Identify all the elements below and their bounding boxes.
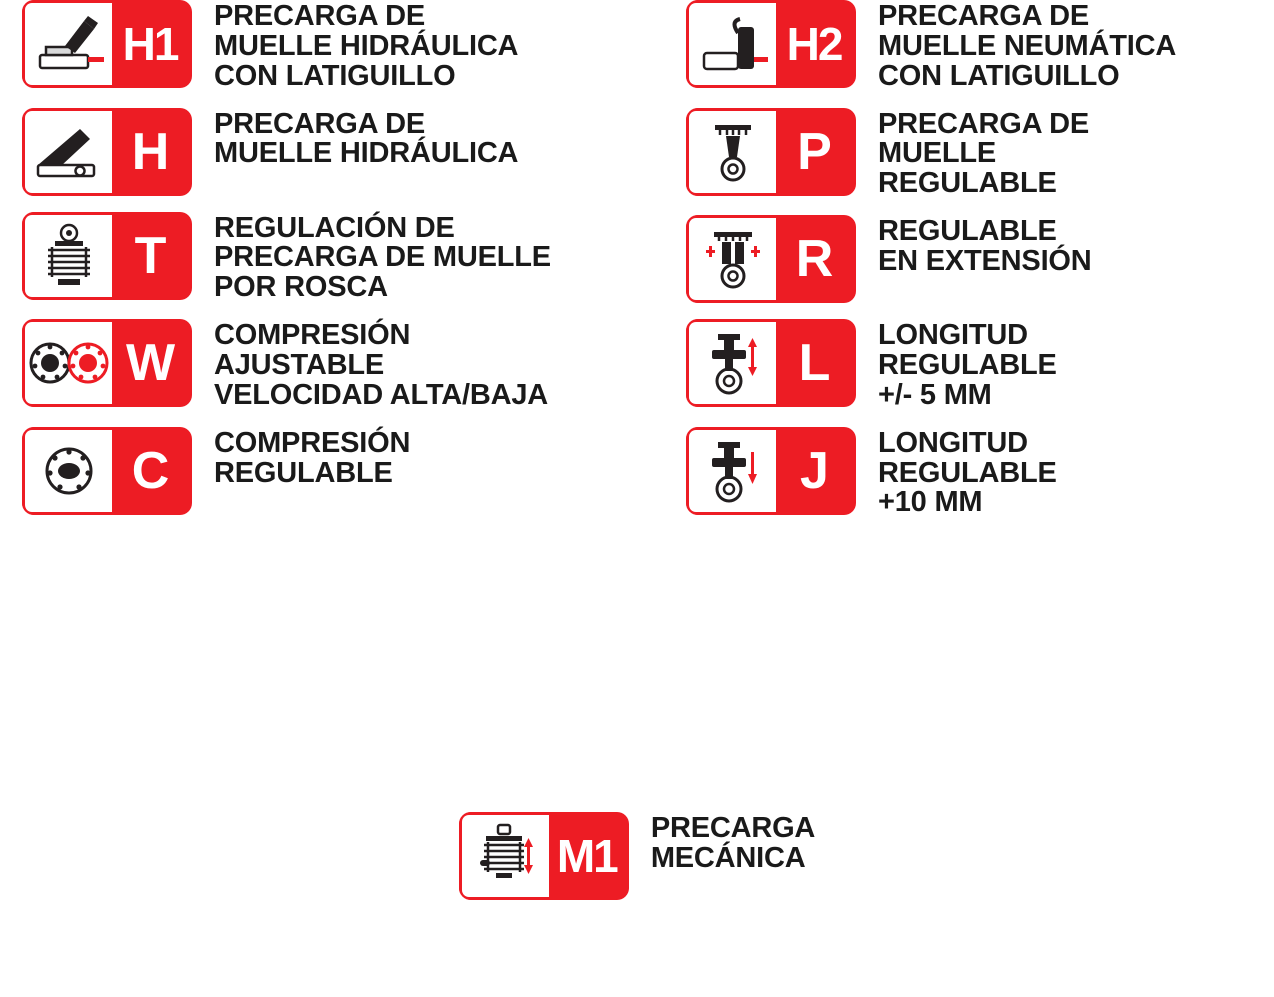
label-line: AJUSTABLE — [214, 349, 385, 382]
legend-label — [214, 319, 548, 411]
length-adjust-up-icon — [686, 319, 776, 407]
legend-item-m1 — [459, 812, 815, 900]
dual-compression-knob-icon — [22, 319, 112, 407]
label-line: REGULABLE — [878, 167, 1057, 200]
label-line: REGULABLE — [214, 456, 393, 489]
label-line: PRECARGA DE — [214, 107, 426, 140]
label-line: REGULACIÓN DE — [214, 211, 455, 244]
label-line: LONGITUD — [878, 426, 1028, 459]
badge-code: M1 — [556, 830, 617, 882]
badge-p — [686, 108, 856, 196]
label-line: PRECARGA — [650, 812, 816, 844]
legend-item-j — [686, 427, 1266, 519]
badge-t — [22, 212, 192, 300]
badge-code: L — [798, 334, 830, 393]
legend-label — [214, 108, 518, 170]
badge-code: W — [125, 334, 175, 393]
legend-label — [878, 319, 1057, 411]
label-line: MECÁNICA — [650, 841, 806, 874]
legend-item-p — [686, 108, 1266, 200]
rebound-adjust-icon — [686, 215, 776, 303]
badge-r — [686, 215, 856, 303]
badge-code: H2 — [786, 18, 842, 70]
badge-code: R — [795, 230, 833, 289]
label-line: MUELLE HIDRÁULICA — [214, 137, 519, 170]
mechanical-preload-icon — [459, 812, 549, 900]
badge-h — [22, 108, 192, 196]
label-line: REGULABLE — [878, 349, 1057, 382]
label-line: PRECARGA DE MUELLE — [214, 241, 551, 274]
badge-code: C — [131, 441, 169, 500]
badge-l — [686, 319, 856, 407]
badge-h2 — [686, 0, 856, 88]
legend-label — [878, 427, 1057, 519]
badge-code: J — [800, 441, 828, 500]
label-line: PRECARGA DE — [878, 0, 1090, 32]
legend-column-bottom — [0, 812, 1274, 900]
legend-item-h — [22, 108, 662, 196]
pneumatic-preload-hose-icon — [686, 0, 776, 88]
threaded-preload-icon — [22, 212, 112, 300]
legend-column-right — [686, 0, 1266, 534]
label-line: MUELLE — [878, 137, 997, 170]
spring-preload-icon — [686, 108, 776, 196]
legend-item-h1 — [22, 0, 662, 92]
label-line: REGULABLE — [878, 456, 1057, 489]
badge-code: H1 — [122, 18, 178, 70]
legend-column-left — [22, 0, 662, 531]
label-line: COMPRESIÓN — [214, 319, 411, 352]
legend-item-r — [686, 215, 1266, 303]
legend-item-c — [22, 427, 662, 515]
legend-label — [214, 212, 551, 304]
compression-knob-icon — [22, 427, 112, 515]
length-adjust-down-icon — [686, 427, 776, 515]
badge-m1 — [459, 812, 629, 900]
label-line: EN EXTENSIÓN — [878, 245, 1092, 278]
badge-j — [686, 427, 856, 515]
badge-h1 — [22, 0, 192, 88]
legend-item-t — [22, 212, 662, 304]
hydraulic-preload-hose-icon — [22, 0, 112, 88]
badge-w — [22, 319, 192, 407]
legend-item-h2 — [686, 0, 1266, 92]
label-line: PRECARGA DE — [214, 0, 426, 32]
legend-label — [878, 215, 1092, 277]
label-line: REGULABLE — [878, 215, 1057, 248]
label-line: LONGITUD — [878, 319, 1028, 352]
badge-code: P — [797, 122, 831, 181]
legend-item-l — [686, 319, 1266, 411]
label-line: +/- 5 MM — [878, 378, 992, 411]
label-line: CON LATIGUILLO — [214, 59, 456, 92]
hydraulic-preload-icon — [22, 108, 112, 196]
legend-label — [878, 0, 1176, 92]
legend-label — [878, 108, 1089, 200]
label-line: PRECARGA DE — [878, 107, 1090, 140]
label-line: COMPRESIÓN — [214, 426, 411, 459]
legend-label — [214, 427, 410, 489]
legend-item-w — [22, 319, 662, 411]
legend-label — [651, 812, 815, 874]
label-line: MUELLE NEUMÁTICA — [878, 29, 1177, 62]
label-line: MUELLE HIDRÁULICA — [214, 29, 519, 62]
badge-c — [22, 427, 192, 515]
label-line: +10 MM — [878, 486, 983, 519]
badge-code: H — [131, 122, 169, 181]
label-line: VELOCIDAD ALTA/BAJA — [214, 378, 548, 411]
label-line: CON LATIGUILLO — [878, 59, 1120, 92]
badge-code: T — [134, 226, 166, 285]
legend-label — [214, 0, 518, 92]
label-line: POR ROSCA — [214, 271, 388, 304]
